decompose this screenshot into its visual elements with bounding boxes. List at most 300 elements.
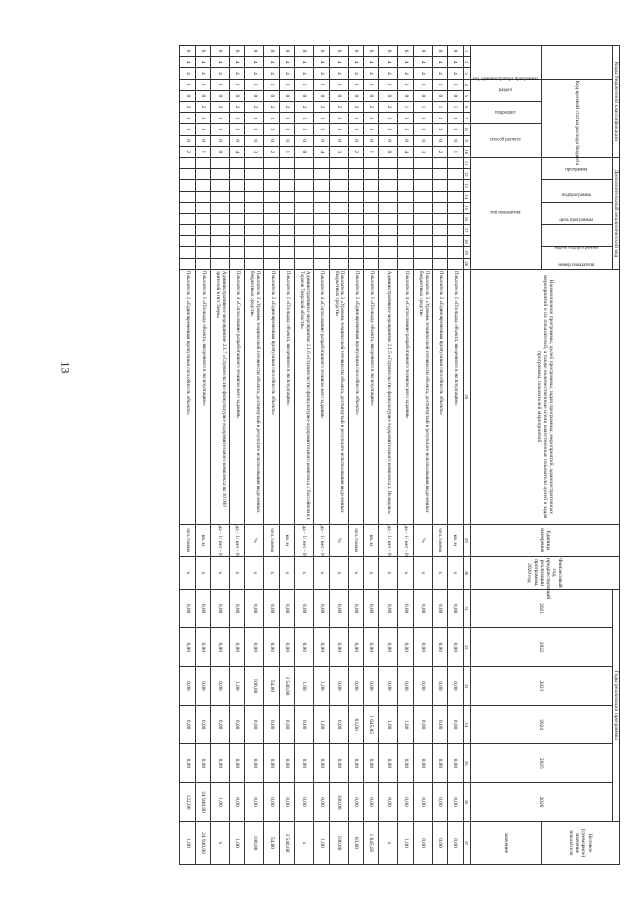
extra-code-cell bbox=[230, 213, 245, 224]
code-cell: 6 bbox=[180, 46, 195, 57]
indicator-name: Показатель 1 «Площадь объекта, введенного в эксплуатацию» bbox=[279, 269, 294, 524]
code-cell: 4 bbox=[413, 57, 432, 68]
year-value-cell: 0,00 bbox=[264, 589, 279, 628]
year-value-cell: 0,00 bbox=[314, 783, 329, 822]
target-value-cell: 100,00 bbox=[245, 821, 264, 864]
code-cell: 6 bbox=[348, 46, 363, 57]
target-value-cell: 24 940,00 bbox=[195, 821, 210, 864]
year-2026: 2026 bbox=[470, 783, 612, 822]
code-cell: 1 bbox=[195, 79, 210, 90]
code-cell: 4 bbox=[364, 68, 379, 79]
code-cell: 3 bbox=[245, 146, 264, 157]
code-cell: 2 bbox=[279, 101, 294, 112]
year-value-cell: 0,00 bbox=[180, 589, 195, 628]
code-cell: 2 bbox=[211, 101, 230, 112]
index-cell: 1 bbox=[463, 46, 470, 57]
index-cell: 16 bbox=[463, 213, 470, 224]
year-value-cell: 0,00 bbox=[230, 783, 245, 822]
extra-code-cell bbox=[295, 258, 314, 269]
indicator-name: Показатель 1 «Площадь объекта, введенного в эксплуатацию» bbox=[195, 269, 210, 524]
extra-code-cell bbox=[364, 169, 379, 180]
index-cell: 35 bbox=[463, 744, 470, 783]
extra-code-cell bbox=[295, 247, 314, 258]
index-cell: 20 bbox=[463, 258, 470, 269]
year-value-cell: 0,00 bbox=[448, 783, 463, 822]
code-cell: 0 bbox=[195, 90, 210, 101]
extra-code-cell bbox=[264, 169, 279, 180]
extra-code-cell bbox=[264, 157, 279, 168]
name-header: Наименование программы, целей программы, задач программы, мероприятий, административных мероприятий и их показателей, а также количественные и/или качественные показатели целей и задач программы, показателей мероприятий bbox=[470, 269, 619, 524]
code-cell: 2 bbox=[364, 101, 379, 112]
code-cell: 6 bbox=[364, 46, 379, 57]
code-cell: 4 bbox=[211, 57, 230, 68]
extra-code-cell bbox=[195, 157, 210, 168]
extra-code-cell bbox=[180, 157, 195, 168]
index-cell: 32 bbox=[463, 628, 470, 667]
index-cell: 10 bbox=[463, 146, 470, 157]
year-value-cell: 0,00 bbox=[180, 667, 195, 706]
index-cell: 18 bbox=[463, 236, 470, 247]
code-cell: 0 bbox=[348, 90, 363, 101]
code-cell: 2 bbox=[180, 101, 195, 112]
code-cell: 4 bbox=[295, 68, 314, 79]
extra-code-cell bbox=[413, 236, 432, 247]
code-cell: 0 bbox=[379, 135, 398, 146]
index-cell: 13 bbox=[463, 180, 470, 191]
index-cell: 11 bbox=[463, 157, 470, 168]
year-value-cell: 0,00 bbox=[279, 628, 294, 667]
code-cell: 4 bbox=[448, 57, 463, 68]
code-cell: 1 bbox=[264, 124, 279, 135]
code-cell: 0 bbox=[279, 90, 294, 101]
year-value-cell: 100,00 bbox=[245, 667, 264, 706]
extra-code-cell bbox=[314, 169, 329, 180]
year-value-cell: 0,00 bbox=[245, 783, 264, 822]
year-2025: 2025 bbox=[470, 744, 612, 783]
target-value-cell: 0,00 bbox=[448, 821, 463, 864]
indicator-name: Показатель 1 «Площадь объекта, введенного в эксплуатацию» bbox=[364, 269, 379, 524]
target-value-cell: 1,00 bbox=[398, 821, 413, 864]
target-value-cell: 100,00 bbox=[329, 821, 348, 864]
year-value-cell: 0,00 bbox=[413, 705, 432, 744]
code-cell: 4 bbox=[245, 68, 264, 79]
year-value-cell: 0,00 bbox=[432, 667, 447, 706]
extra-code-cell bbox=[180, 213, 195, 224]
indicator-name: Показатель 3 «Уровень технической готовности объекта, достигнутый в результате использования выделенных бюджетных средств» bbox=[329, 269, 348, 524]
year-value-cell: 1,00 bbox=[379, 705, 398, 744]
extra-code-cell bbox=[279, 191, 294, 202]
extra-code-cell bbox=[264, 258, 279, 269]
extra-code-cell bbox=[245, 236, 264, 247]
index-cell: 28 bbox=[463, 269, 470, 524]
table-row bbox=[348, 46, 363, 865]
year-value-cell: 0,00 bbox=[195, 667, 210, 706]
code-cell: 4 bbox=[314, 146, 329, 157]
code-cell: 1 bbox=[348, 113, 363, 124]
finance-cell: х bbox=[230, 557, 245, 590]
year-value-cell: 0,00 bbox=[180, 628, 195, 667]
unit-cell: кв. м bbox=[364, 524, 379, 557]
code-cell: 4 bbox=[264, 57, 279, 68]
code-cell: 0 bbox=[295, 135, 314, 146]
code-cell: 0 bbox=[295, 90, 314, 101]
code-cell: 0 bbox=[314, 135, 329, 146]
target-value-cell: 0,00 bbox=[432, 821, 447, 864]
code-cell: 4 bbox=[432, 68, 447, 79]
code-cell: 4 bbox=[195, 57, 210, 68]
indicator-name: Административное мероприятие 2.1.7 «Строительство физкультурно-оздоровительного комплекса на 10 000 зрителей в пгт Тверь» bbox=[211, 269, 230, 524]
code-cell: 4 bbox=[230, 68, 245, 79]
code-cell: 1 bbox=[245, 124, 264, 135]
code-cell: 1 bbox=[448, 101, 463, 112]
target-value-cell: 1,00 bbox=[180, 821, 195, 864]
finance-cell: х bbox=[314, 557, 329, 590]
code-cell: 4 bbox=[329, 68, 348, 79]
year-value-cell: 1,00 bbox=[314, 705, 329, 744]
code-cell: 1 bbox=[230, 79, 245, 90]
extra-code-cell bbox=[398, 169, 413, 180]
year-value-cell: 0,00 bbox=[448, 667, 463, 706]
target-value-cell: 3 540,00 bbox=[279, 821, 294, 864]
code-cell: 0 bbox=[413, 135, 432, 146]
code-cell: 2 bbox=[230, 101, 245, 112]
extra-code-cell bbox=[295, 157, 314, 168]
year-value-cell: 0,00 bbox=[398, 667, 413, 706]
extra-code-cell bbox=[264, 225, 279, 236]
year-value-cell: 122,00 bbox=[180, 783, 195, 822]
extra-code-cell bbox=[432, 191, 447, 202]
indicator-name: Административное мероприятие 2.1.6 «Строительство физкультурно-оздоровительного комплекса с бассейном в г. Торжок Тверской области» bbox=[295, 269, 314, 524]
year-value-cell: 0,00 bbox=[230, 628, 245, 667]
code-cell: 0 bbox=[413, 90, 432, 101]
code-cell: 1 bbox=[195, 113, 210, 124]
code-cell: 6 bbox=[245, 46, 264, 57]
code-cell: 3 bbox=[329, 146, 348, 157]
extra-code-cell bbox=[398, 191, 413, 202]
extra-code-cell bbox=[245, 247, 264, 258]
extra-code-cell bbox=[295, 169, 314, 180]
extra-code-cell bbox=[413, 213, 432, 224]
extra-code-cell bbox=[180, 191, 195, 202]
year-value-cell: 0,00 bbox=[413, 667, 432, 706]
table-row bbox=[180, 46, 195, 865]
year-value-cell: 0,00 bbox=[364, 667, 379, 706]
program-indicators-table bbox=[179, 45, 620, 865]
code-cell: 6 bbox=[211, 46, 230, 57]
year-value-cell: 24 940,00 bbox=[195, 783, 210, 822]
rotated-program-table bbox=[90, 45, 620, 865]
year-value-cell: 0,00 bbox=[211, 705, 230, 744]
extra-code-cell bbox=[398, 225, 413, 236]
extra-code-cell bbox=[398, 202, 413, 213]
vlabel-subprogram: подпрограмма bbox=[541, 180, 612, 202]
unit-cell: кв. м bbox=[195, 524, 210, 557]
code-cell: 4 bbox=[329, 57, 348, 68]
year-2022: 2022 bbox=[470, 628, 612, 667]
year-value-cell: 0,00 bbox=[195, 705, 210, 744]
extra-code-cell bbox=[180, 202, 195, 213]
year-value-cell: 0,00 bbox=[379, 589, 398, 628]
year-value-cell: 0,00 bbox=[329, 705, 348, 744]
finance-cell: х bbox=[245, 557, 264, 590]
code-cell: 4 bbox=[398, 68, 413, 79]
extra-code-cell bbox=[314, 180, 329, 191]
year-value-cell: 0,00 bbox=[195, 628, 210, 667]
year-value-cell: 1,00 bbox=[295, 667, 314, 706]
code-cell: 0 bbox=[264, 135, 279, 146]
extra-code-cell bbox=[314, 157, 329, 168]
code-cell: 1 bbox=[432, 113, 447, 124]
extra-code-cell bbox=[211, 236, 230, 247]
code-cell: 1 bbox=[398, 124, 413, 135]
code-cell: 1 bbox=[364, 79, 379, 90]
page-number: 13 bbox=[58, 361, 73, 374]
extra-code-cell bbox=[448, 157, 463, 168]
code-cell: 0 bbox=[245, 135, 264, 146]
code-cell: 1 bbox=[195, 124, 210, 135]
unit-cell: чел./смена bbox=[348, 524, 363, 557]
extra-code-cell bbox=[314, 247, 329, 258]
year-value-cell: 0,00 bbox=[180, 705, 195, 744]
code-cell: 4 bbox=[379, 57, 398, 68]
extra-code-cell bbox=[364, 180, 379, 191]
code-cell: 0 bbox=[364, 90, 379, 101]
code-cell: 0 bbox=[314, 90, 329, 101]
extra-code-cell bbox=[230, 225, 245, 236]
indicator-name: Показатель 2 «Единовременная пропускная способность объекта» bbox=[264, 269, 279, 524]
code-cell: 4 bbox=[314, 68, 329, 79]
year-value-cell: 0,00 bbox=[230, 705, 245, 744]
code-cell: 0 bbox=[195, 135, 210, 146]
year-2021: 2021 bbox=[470, 589, 612, 628]
extra-code-cell bbox=[329, 191, 348, 202]
finance-cell: х bbox=[413, 557, 432, 590]
indicator-name: Административное мероприятие 2.1.5 «Строительство физкультурно-оздоровительного комплекса г. Нелидово» bbox=[379, 269, 398, 524]
extra-code-cell bbox=[348, 236, 363, 247]
target-value-cell: 0,00 bbox=[413, 821, 432, 864]
table-row bbox=[448, 46, 463, 865]
year-value-cell: 0,00 bbox=[364, 744, 379, 783]
extra-code-cell bbox=[448, 191, 463, 202]
code-cell: 2 bbox=[348, 146, 363, 157]
target-unit-header: значение bbox=[470, 821, 541, 864]
year-value-cell: 0,00 bbox=[413, 744, 432, 783]
extra-code-cell bbox=[245, 169, 264, 180]
target-value-cell: х bbox=[295, 821, 314, 864]
extra-code-cell bbox=[245, 180, 264, 191]
code-cell: 4 bbox=[279, 68, 294, 79]
year-value-cell: 0,00 bbox=[245, 744, 264, 783]
extra-code-cell bbox=[314, 236, 329, 247]
code-cell: 6 bbox=[264, 46, 279, 57]
vlabel-calc: способ расчета bbox=[470, 124, 541, 158]
extra-code-cell bbox=[364, 202, 379, 213]
extra-code-cell bbox=[314, 191, 329, 202]
code-cell: 6 bbox=[379, 46, 398, 57]
code-cell: 2 bbox=[295, 101, 314, 112]
indicator-name: Показатель 2 «Единовременная пропускная способность объекта» bbox=[432, 269, 447, 524]
year-value-cell: 0,00 bbox=[379, 667, 398, 706]
code-cell: 2 bbox=[180, 146, 195, 157]
extra-code-cell bbox=[279, 169, 294, 180]
year-value-cell: 63,00 bbox=[348, 705, 363, 744]
code-cell: 2 bbox=[432, 146, 447, 157]
unit-header: Единица измерения bbox=[470, 524, 619, 557]
extra-code-cell bbox=[448, 225, 463, 236]
unit-cell: да - 1/ нет - 0 bbox=[314, 524, 329, 557]
extra-code-cell bbox=[448, 236, 463, 247]
extra-code-cell bbox=[448, 258, 463, 269]
code-cell: 1 bbox=[211, 113, 230, 124]
year-value-cell: 0,00 bbox=[295, 783, 314, 822]
indicator-name: Показатель 3 «Уровень технической готовности объекта, достигнутый в результате использования выделенных бюджетных средств» bbox=[245, 269, 264, 524]
code-budget-sub-header: Код целевой статьи расхода бюджета bbox=[541, 79, 612, 157]
code-cell: 1 bbox=[245, 113, 264, 124]
table-row bbox=[245, 46, 264, 865]
code-cell: 0 bbox=[230, 90, 245, 101]
target-value-cell: 54,00 bbox=[264, 821, 279, 864]
extra-code-cell bbox=[348, 157, 363, 168]
year-value-cell: 0,00 bbox=[264, 744, 279, 783]
indicator-name: Показатель 4 «Согласование разработанного технического задания» bbox=[230, 269, 245, 524]
extra-code-cell bbox=[230, 157, 245, 168]
extra-code-cell bbox=[245, 213, 264, 224]
extra-code-cell bbox=[413, 157, 432, 168]
extra-code-cell bbox=[413, 169, 432, 180]
year-value-cell: 1,00 bbox=[211, 783, 230, 822]
extra-code-cell bbox=[279, 247, 294, 258]
year-value-cell: 0,00 bbox=[448, 744, 463, 783]
extra-code-cell bbox=[398, 213, 413, 224]
extra-code-cell bbox=[211, 258, 230, 269]
index-cell: 14 bbox=[463, 191, 470, 202]
year-value-cell: 1 645,85 bbox=[364, 705, 379, 744]
extra-code-cell bbox=[329, 247, 348, 258]
extra-code-cell bbox=[211, 169, 230, 180]
extra-code-cell bbox=[180, 236, 195, 247]
code-cell: 1 bbox=[314, 113, 329, 124]
code-cell: 2 bbox=[379, 101, 398, 112]
extra-code-cell bbox=[230, 202, 245, 213]
extra-code-cell bbox=[432, 225, 447, 236]
extra-code-cell bbox=[432, 247, 447, 258]
indicator-name: Показатель 4 «Согласование разработанного технического задания» bbox=[314, 269, 329, 524]
extra-code-cell bbox=[364, 213, 379, 224]
extra-code-cell bbox=[364, 247, 379, 258]
extra-code-cell bbox=[398, 157, 413, 168]
extra-code-cell bbox=[295, 225, 314, 236]
index-cell: 19 bbox=[463, 247, 470, 258]
code-cell: 4 bbox=[195, 68, 210, 79]
year-value-cell: 0,00 bbox=[279, 744, 294, 783]
extra-code-cell bbox=[295, 236, 314, 247]
year-value-cell: 0,00 bbox=[364, 628, 379, 667]
year-value-cell: 0,00 bbox=[364, 783, 379, 822]
code-cell: 1 bbox=[180, 79, 195, 90]
code-cell: 0 bbox=[398, 90, 413, 101]
code-cell: 1 bbox=[448, 79, 463, 90]
code-cell: 6 bbox=[195, 46, 210, 57]
finance-cell: х bbox=[398, 557, 413, 590]
code-cell: 2 bbox=[264, 146, 279, 157]
code-cell: 1 bbox=[448, 113, 463, 124]
index-cell: 5 bbox=[463, 90, 470, 101]
code-cell: 6 bbox=[314, 46, 329, 57]
code-cell: 1 bbox=[413, 101, 432, 112]
extra-code-cell bbox=[379, 191, 398, 202]
extra-code-cell bbox=[295, 191, 314, 202]
extra-code-cell bbox=[195, 236, 210, 247]
extra-code-cell bbox=[180, 258, 195, 269]
code-cell: 0 bbox=[448, 135, 463, 146]
extra-code-cell bbox=[379, 258, 398, 269]
extra-code-cell bbox=[314, 258, 329, 269]
extra-code-cell bbox=[264, 191, 279, 202]
unit-cell: да - 1/ нет - 0 bbox=[211, 524, 230, 557]
extra-code-cell bbox=[348, 258, 363, 269]
year-value-cell: 0,00 bbox=[398, 783, 413, 822]
code-cell: 4 bbox=[245, 57, 264, 68]
extra-code-cell bbox=[211, 225, 230, 236]
code-cell: 0 bbox=[379, 90, 398, 101]
finance-cell: х bbox=[329, 557, 348, 590]
index-cell: 17 bbox=[463, 225, 470, 236]
code-cell: 1 bbox=[398, 79, 413, 90]
extra-code-cell bbox=[329, 236, 348, 247]
table-row bbox=[211, 46, 230, 865]
extra-code-cell bbox=[329, 202, 348, 213]
unit-cell: чел./смена bbox=[180, 524, 195, 557]
code-cell: 1 bbox=[413, 124, 432, 135]
finance-cell: х bbox=[279, 557, 294, 590]
index-cell: 34 bbox=[463, 705, 470, 744]
code-cell: 1 bbox=[364, 124, 379, 135]
code-cell: 1 bbox=[448, 124, 463, 135]
year-value-cell: 0,00 bbox=[432, 744, 447, 783]
code-cell: 4 bbox=[348, 68, 363, 79]
year-value-cell: 0,00 bbox=[264, 783, 279, 822]
extra-code-cell bbox=[211, 247, 230, 258]
index-row bbox=[463, 46, 470, 865]
code-cell: 1 bbox=[279, 146, 294, 157]
code-cell: 1 bbox=[295, 113, 314, 124]
code-cell: 1 bbox=[314, 124, 329, 135]
extra-code-cell bbox=[448, 247, 463, 258]
extra-code-cell bbox=[348, 169, 363, 180]
extra-code-cell bbox=[180, 180, 195, 191]
code-cell: 0 bbox=[432, 90, 447, 101]
code-cell: 4 bbox=[364, 57, 379, 68]
code-cell: 4 bbox=[432, 57, 447, 68]
year-value-cell: 1,00 bbox=[230, 667, 245, 706]
extra-code-cell bbox=[432, 236, 447, 247]
year-value-cell: 0,00 bbox=[245, 705, 264, 744]
year-value-cell: 0,00 bbox=[348, 744, 363, 783]
table-row bbox=[264, 46, 279, 865]
extra-code-cell bbox=[211, 213, 230, 224]
extra-code-cell bbox=[379, 180, 398, 191]
code-cell: 4 bbox=[448, 68, 463, 79]
year-value-cell: 1,00 bbox=[314, 667, 329, 706]
code-cell: 0 bbox=[245, 90, 264, 101]
extra-code-cell bbox=[329, 157, 348, 168]
code-cell: 1 bbox=[230, 124, 245, 135]
vlabel-section: раздел bbox=[470, 79, 541, 101]
code-cell: 2 bbox=[264, 101, 279, 112]
extra-code-cell bbox=[348, 213, 363, 224]
extra-code-cell bbox=[295, 180, 314, 191]
year-value-cell: 0,00 bbox=[211, 628, 230, 667]
